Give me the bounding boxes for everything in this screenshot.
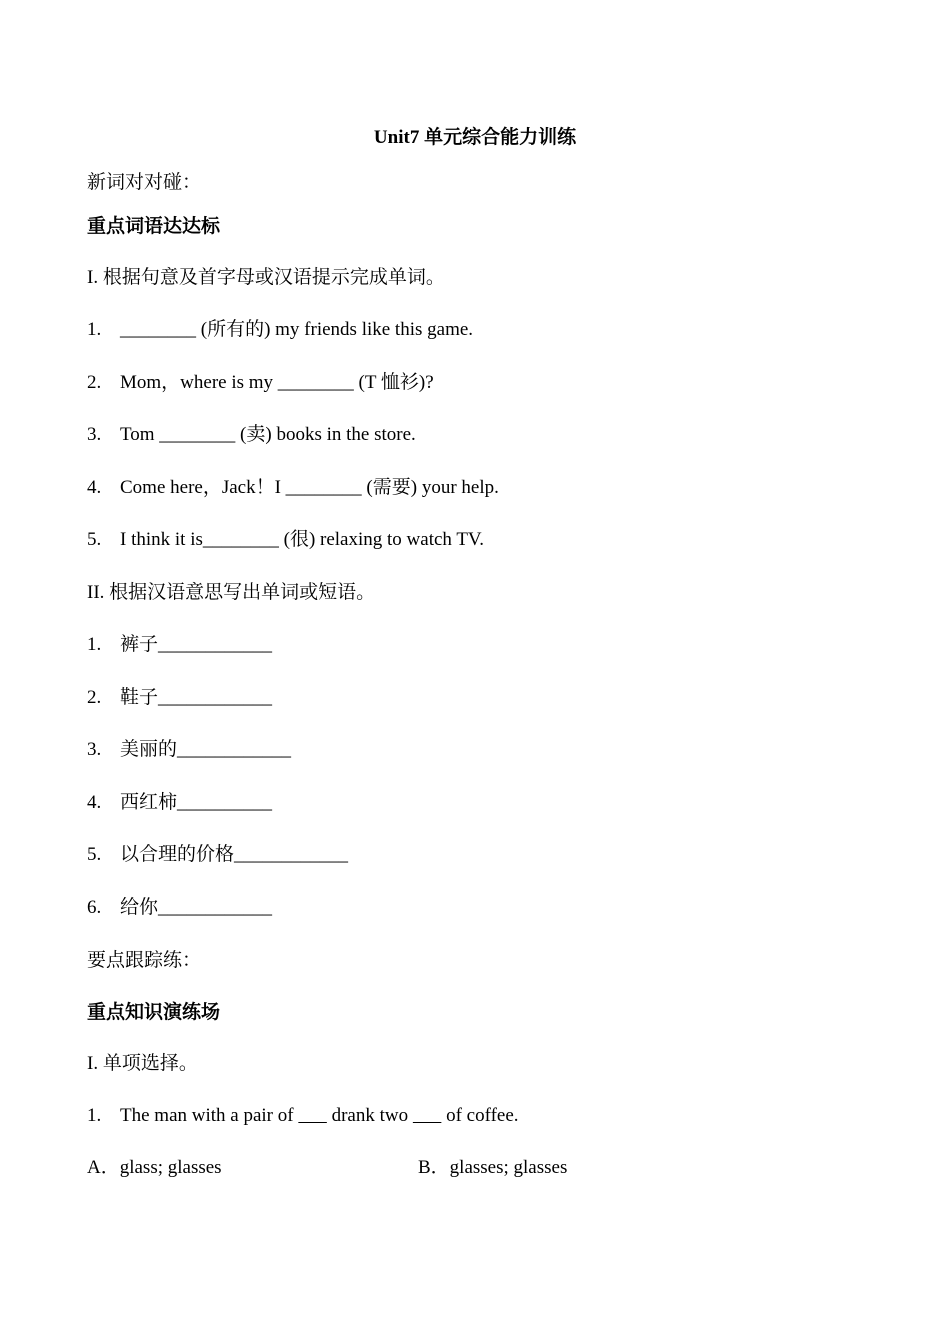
item-text: Mom，where is my ________ (T 恤衫)? bbox=[120, 372, 434, 393]
page-title: Unit7 单元综合能力训练 bbox=[373, 127, 577, 148]
item-number: 5. bbox=[87, 529, 102, 550]
part1-item-1 bbox=[87, 318, 473, 342]
item-text: ________ (所有的) my friends like this game. bbox=[120, 319, 474, 340]
part3-heading: I. 单项选择。 bbox=[87, 1053, 198, 1074]
item-number: 1. bbox=[87, 1105, 102, 1126]
item-text: Come here，Jack！I ________ (需要) your help. bbox=[120, 477, 499, 498]
item-text: Tom ________ (卖) books in the store. bbox=[120, 424, 416, 445]
item-number: 6. bbox=[87, 897, 102, 918]
item-number: 4. bbox=[87, 792, 102, 813]
item-text: 裤子____________ bbox=[120, 634, 273, 655]
part2-heading: II. 根据汉语意思写出单词或短语。 bbox=[87, 582, 376, 603]
section-new-words: 新词对对碰： bbox=[87, 172, 202, 193]
part1-item-5 bbox=[87, 528, 484, 552]
part1-item-4 bbox=[87, 476, 499, 500]
section-followup: 要点跟踪练： bbox=[87, 950, 202, 971]
part2-item-4 bbox=[87, 791, 272, 815]
question-blank-2 bbox=[413, 1105, 442, 1126]
part2-item-2 bbox=[87, 686, 272, 710]
option-a: A．glass; glasses bbox=[87, 1157, 222, 1178]
part2-item-1 bbox=[87, 633, 272, 657]
item-text: 以合理的价格____________ bbox=[120, 844, 349, 865]
item-number: 3. bbox=[87, 424, 102, 445]
item-text: 美丽的____________ bbox=[120, 739, 292, 760]
section-knowledge: 重点知识演练场 bbox=[87, 1002, 221, 1023]
item-number: 1. bbox=[87, 634, 102, 655]
question-text-b: drank two bbox=[326, 1105, 413, 1126]
item-number: 2. bbox=[87, 687, 102, 708]
item-text: 西红柿__________ bbox=[120, 792, 273, 813]
item-number: 4. bbox=[87, 477, 102, 498]
item-text: I think it is________ (很) relaxing to watch TV. bbox=[120, 529, 484, 550]
part2-item-3 bbox=[87, 738, 291, 762]
part1-item-3 bbox=[87, 423, 416, 447]
item-number: 1. bbox=[87, 319, 102, 340]
item-number: 2. bbox=[87, 372, 102, 393]
part2-item-6 bbox=[87, 896, 272, 920]
part1-heading: I. 根据句意及首字母或汉语提示完成单词。 bbox=[87, 267, 445, 288]
part1-item-2 bbox=[87, 371, 434, 395]
question-text-c: of coffee. bbox=[441, 1105, 519, 1126]
question-blank-1 bbox=[298, 1105, 327, 1126]
item-text: 鞋子____________ bbox=[120, 687, 273, 708]
question-text-a: The man with a pair of bbox=[120, 1105, 299, 1126]
part2-item-5 bbox=[87, 843, 348, 867]
item-number: 3. bbox=[87, 739, 102, 760]
option-b: B．glasses; glasses bbox=[418, 1157, 568, 1178]
item-text: 给你____________ bbox=[120, 897, 273, 918]
part3-question-1 bbox=[87, 1104, 519, 1128]
item-number: 5. bbox=[87, 844, 102, 865]
section-key-words: 重点词语达达标 bbox=[87, 216, 221, 237]
